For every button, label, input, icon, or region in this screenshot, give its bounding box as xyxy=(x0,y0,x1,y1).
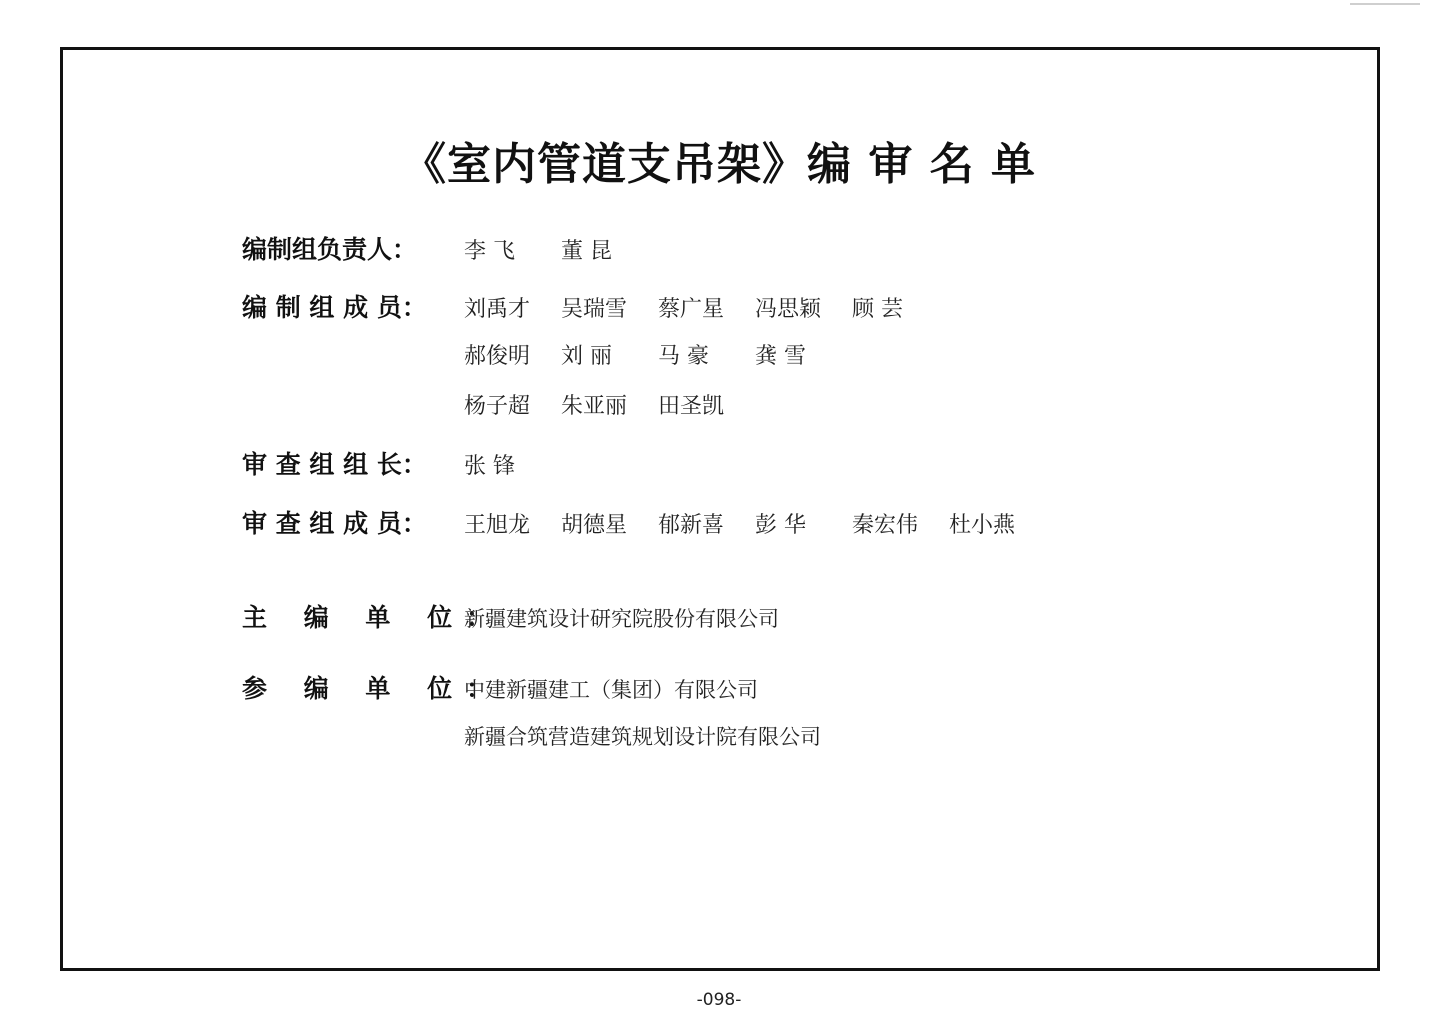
review-leader-names xyxy=(464,449,561,480)
review-members-row xyxy=(242,504,1046,540)
person-name: 刘禹才 xyxy=(464,297,531,322)
participating-unit-row-2 xyxy=(242,721,821,751)
members-row-3 xyxy=(242,389,755,420)
leader-names xyxy=(464,234,658,265)
review-members-names xyxy=(464,508,1046,539)
person-name: 吴瑞雪 xyxy=(561,297,628,322)
leader-row xyxy=(242,230,658,266)
members-label: 编 制 组 成 员： xyxy=(242,293,427,322)
members-names-2 xyxy=(464,339,852,370)
organization-name: 新疆合筑营造建筑规划设计院有限公司 xyxy=(464,725,821,749)
person-name: 蔡广星 xyxy=(658,297,725,322)
person-name: 刘 丽 xyxy=(561,344,612,369)
person-name: 郁新喜 xyxy=(658,513,725,538)
review-members-label: 审 查 组 成 员： xyxy=(242,509,427,538)
person-name: 冯思颖 xyxy=(755,297,822,322)
organization-name: 新疆建筑设计研究院股份有限公司 xyxy=(464,607,779,631)
chief-unit-row xyxy=(242,598,779,634)
members-row-2 xyxy=(242,339,852,370)
person-name: 王旭龙 xyxy=(464,513,531,538)
participating-unit-row xyxy=(242,669,758,705)
person-name: 马 豪 xyxy=(658,344,709,369)
person-name: 杨子超 xyxy=(464,394,531,419)
review-leader-row xyxy=(242,445,561,481)
members-row-1 xyxy=(242,288,949,324)
person-name: 郝俊明 xyxy=(464,344,531,369)
person-name: 李 飞 xyxy=(464,239,515,264)
person-name: 胡德星 xyxy=(561,513,628,538)
person-name: 顾 芸 xyxy=(852,297,903,322)
chief-unit-label: 主 编 单 位： xyxy=(242,603,506,632)
page-number: -098- xyxy=(696,990,742,1010)
members-names-3 xyxy=(464,389,755,420)
members-names-1 xyxy=(464,292,949,323)
leader-label: 编制组负责人： xyxy=(242,235,418,264)
organization-name: 中建新疆建工（集团）有限公司 xyxy=(464,678,758,702)
person-name: 杜小燕 xyxy=(949,513,1016,538)
scan-mark xyxy=(1350,3,1420,5)
person-name: 秦宏伟 xyxy=(852,513,919,538)
person-name: 龚 雪 xyxy=(755,344,806,369)
person-name: 张 锋 xyxy=(464,454,515,479)
person-name: 彭 华 xyxy=(755,513,806,538)
person-name: 董 昆 xyxy=(561,239,612,264)
person-name: 田圣凯 xyxy=(658,394,725,419)
person-name: 朱亚丽 xyxy=(561,394,628,419)
participating-unit-label: 参 编 单 位： xyxy=(242,674,506,703)
review-leader-label: 审 查 组 组 长： xyxy=(242,450,427,479)
page-title: 《室内管道支吊架》编 审 名 单 xyxy=(402,139,1036,190)
